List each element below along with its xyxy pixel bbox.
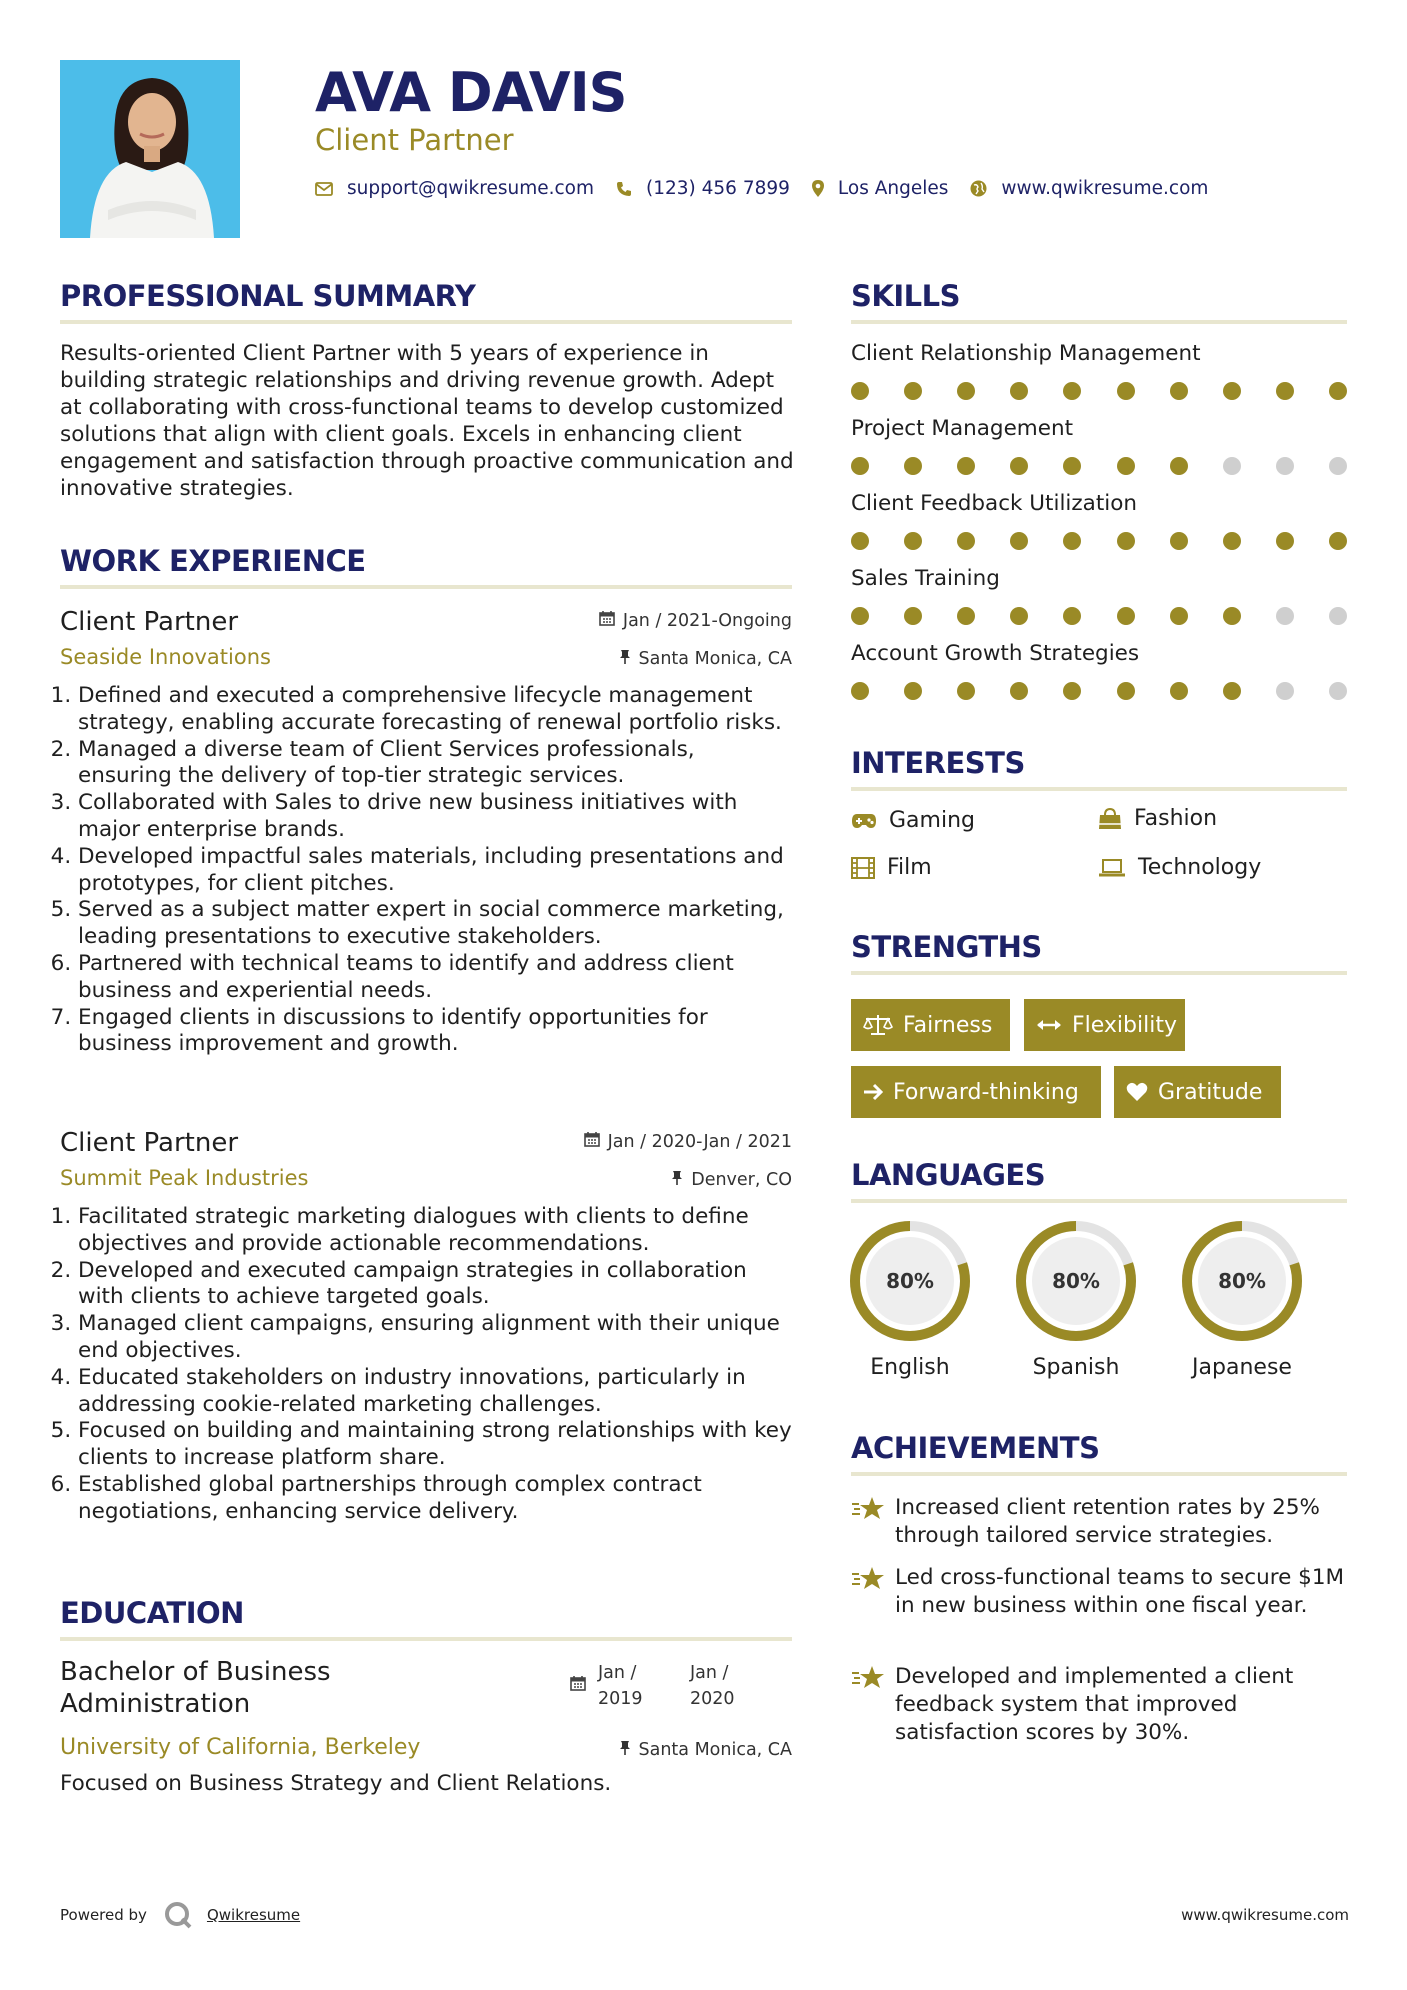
skill-item bbox=[851, 415, 1347, 490]
skill-dot-filled bbox=[1063, 607, 1081, 625]
skill-dot-filled bbox=[851, 382, 869, 400]
skill-dot-empty bbox=[1223, 457, 1241, 475]
edu-degree: Bachelor of Business Administration bbox=[60, 1657, 331, 1719]
calendar-icon bbox=[584, 1131, 600, 1152]
job-date-text: Jan / 2021-Ongoing bbox=[622, 610, 792, 631]
job-date bbox=[599, 610, 792, 631]
skill-dot-filled bbox=[1063, 382, 1081, 400]
interest-label: Film bbox=[887, 855, 932, 880]
skill-item bbox=[851, 565, 1347, 640]
achievements-divider bbox=[851, 1472, 1347, 1476]
skill-dot-filled bbox=[957, 382, 975, 400]
skill-dot-filled bbox=[1170, 457, 1188, 475]
edu-school: University of California, Berkeley bbox=[60, 1735, 421, 1760]
globe-icon bbox=[970, 180, 987, 197]
edu-end: Jan / 2020 bbox=[690, 1663, 735, 1709]
work-divider bbox=[60, 585, 792, 589]
summary-heading: PROFESSIONAL SUMMARY bbox=[60, 279, 476, 313]
skill-dot-filled bbox=[1223, 682, 1241, 700]
pushpin-icon bbox=[619, 1740, 631, 1760]
gamepad-icon bbox=[851, 813, 877, 829]
footer-powered-by bbox=[60, 1900, 300, 1930]
summary-divider bbox=[60, 320, 792, 324]
strength-label: Forward-thinking bbox=[893, 1079, 1079, 1105]
skills-list bbox=[851, 340, 1347, 715]
job-company: Seaside Innovations bbox=[60, 645, 271, 669]
education-heading: EDUCATION bbox=[60, 1596, 244, 1630]
job-bullet: 2. Managed a diverse team of Client Services professionals, ensuring the delivery of top-tier strategic services. bbox=[78, 737, 792, 791]
skill-name: Client Feedback Utilization bbox=[851, 491, 1138, 516]
skill-dot-filled bbox=[904, 607, 922, 625]
language-percent: 80% bbox=[1052, 1269, 1100, 1293]
skill-dot-filled bbox=[851, 457, 869, 475]
job-bullet: 3. Collaborated with Sales to drive new business initiatives with major enterprise brands. bbox=[78, 790, 792, 844]
envelope-icon bbox=[315, 182, 333, 196]
job-entry bbox=[60, 606, 792, 1058]
skill-rating bbox=[851, 457, 1347, 477]
powered-by-text: Powered by bbox=[60, 1906, 147, 1924]
achievement-item bbox=[851, 1663, 1347, 1747]
profile-photo bbox=[60, 60, 240, 238]
language-ring bbox=[1180, 1219, 1304, 1343]
qwikresume-link[interactable]: Qwikresume bbox=[206, 1906, 301, 1924]
job-title: Client Partner bbox=[60, 607, 239, 637]
map-marker-icon bbox=[812, 180, 824, 197]
interest-item bbox=[851, 808, 975, 833]
skill-dot-filled bbox=[1329, 382, 1347, 400]
strength-label: Gratitude bbox=[1158, 1079, 1263, 1105]
strength-badge bbox=[851, 999, 1010, 1051]
strength-badge bbox=[1114, 1066, 1281, 1118]
skill-dot-filled bbox=[1117, 682, 1135, 700]
arrow-right-icon bbox=[863, 1083, 883, 1101]
skill-dot-empty bbox=[1329, 607, 1347, 625]
skill-item bbox=[851, 340, 1347, 415]
strength-badge bbox=[851, 1066, 1101, 1118]
skill-dot-filled bbox=[1170, 682, 1188, 700]
skill-dot-filled bbox=[1223, 382, 1241, 400]
skill-dot-filled bbox=[1063, 682, 1081, 700]
job-bullet: 5. Focused on building and maintaining strong relationships with key clients to increase platform share. bbox=[78, 1418, 792, 1472]
contact-location bbox=[812, 178, 949, 199]
strengths-heading: STRENGTHS bbox=[851, 930, 1042, 964]
job-bullet: 6. Established global partnerships through complex contract negotiations, enhancing service delivery. bbox=[78, 1472, 792, 1526]
strength-label: Fairness bbox=[903, 1012, 993, 1038]
achievement-item bbox=[851, 1494, 1347, 1550]
language-item bbox=[1180, 1219, 1304, 1380]
job-bullet: 2. Developed and executed campaign strategies in collaboration with clients to achieve targeted goals. bbox=[78, 1258, 792, 1312]
skill-dot-filled bbox=[1117, 532, 1135, 550]
interest-label: Technology bbox=[1138, 855, 1262, 880]
footer-website[interactable]: www.qwikresume.com bbox=[1181, 1906, 1349, 1924]
job-location-text: Santa Monica, CA bbox=[638, 649, 792, 669]
education-entry bbox=[60, 1656, 792, 1798]
skill-dot-empty bbox=[1276, 607, 1294, 625]
skill-name: Client Relationship Management bbox=[851, 341, 1201, 366]
language-ring bbox=[848, 1219, 972, 1343]
calendar-icon bbox=[599, 610, 615, 631]
skill-dot-filled bbox=[1010, 457, 1028, 475]
job-location bbox=[619, 649, 793, 669]
email-text: support@qwikresume.com bbox=[347, 178, 594, 199]
skill-name: Project Management bbox=[851, 416, 1074, 441]
strengths-divider bbox=[851, 971, 1347, 975]
strength-label: Flexibility bbox=[1072, 1012, 1177, 1038]
skill-dot-filled bbox=[1117, 457, 1135, 475]
skill-rating bbox=[851, 382, 1347, 402]
interests-heading: INTERESTS bbox=[851, 746, 1025, 780]
job-bullet: 7. Engaged clients in discussions to identify opportunities for business improvement and growth. bbox=[78, 1005, 792, 1059]
skill-dot-empty bbox=[1276, 457, 1294, 475]
skill-dot-filled bbox=[904, 457, 922, 475]
skill-dot-filled bbox=[1063, 457, 1081, 475]
skill-dot-filled bbox=[904, 682, 922, 700]
language-name: Japanese bbox=[1192, 1355, 1292, 1380]
skill-dot-filled bbox=[851, 607, 869, 625]
skill-dot-empty bbox=[1329, 457, 1347, 475]
languages-divider bbox=[851, 1199, 1347, 1203]
skill-dot-filled bbox=[1223, 607, 1241, 625]
website-text: www.qwikresume.com bbox=[1001, 178, 1209, 199]
skill-dot-filled bbox=[1276, 382, 1294, 400]
skill-dot-filled bbox=[1170, 607, 1188, 625]
calendar-icon bbox=[570, 1660, 586, 1712]
film-icon bbox=[851, 857, 875, 879]
pushpin-icon bbox=[619, 649, 631, 669]
skill-dot-filled bbox=[1329, 532, 1347, 550]
star-award-icon bbox=[851, 1663, 895, 1747]
skill-name: Account Growth Strategies bbox=[851, 641, 1140, 666]
edu-description: Focused on Business Strategy and Client Relations. bbox=[60, 1771, 612, 1796]
skill-item bbox=[851, 640, 1347, 715]
skill-dot-filled bbox=[957, 682, 975, 700]
skill-rating bbox=[851, 682, 1347, 702]
job-bullet: 5. Served as a subject matter expert in social commerce marketing, leading presentations to executive stakeholders. bbox=[78, 897, 792, 951]
skill-name: Sales Training bbox=[851, 566, 1000, 591]
language-ring bbox=[1014, 1219, 1138, 1343]
skill-dot-filled bbox=[1010, 607, 1028, 625]
arrows-horizontal-icon bbox=[1036, 1019, 1062, 1031]
candidate-name: AVA DAVIS bbox=[315, 61, 627, 124]
edu-location-text: Santa Monica, CA bbox=[638, 1740, 792, 1760]
laptop-icon bbox=[1098, 858, 1126, 878]
work-heading: WORK EXPERIENCE bbox=[60, 544, 366, 578]
interest-item bbox=[1098, 855, 1261, 880]
job-location-text: Denver, CO bbox=[691, 1170, 792, 1190]
contact-website[interactable] bbox=[970, 178, 1208, 199]
interest-label: Fashion bbox=[1134, 806, 1218, 831]
skills-divider bbox=[851, 320, 1347, 324]
job-bullets bbox=[60, 1204, 792, 1526]
languages-heading: LANGUAGES bbox=[851, 1158, 1046, 1192]
job-bullet: 1. Facilitated strategic marketing dialogues with clients to define objectives and provide actionable recommendations. bbox=[78, 1204, 792, 1258]
job-bullet: 1. Defined and executed a comprehensive lifecycle management strategy, enabling accurate forecasting of renewal portfolio risks. bbox=[78, 683, 792, 737]
contact-phone[interactable] bbox=[616, 178, 790, 199]
interest-item bbox=[851, 855, 932, 880]
skill-dot-filled bbox=[1117, 382, 1135, 400]
job-bullet: 4. Educated stakeholders on industry innovations, particularly in addressing cookie-related marketing challenges. bbox=[78, 1365, 792, 1419]
achievement-item bbox=[851, 1564, 1347, 1620]
phone-icon bbox=[616, 181, 632, 197]
summary-text: Results-oriented Client Partner with 5 years of experience in building strategic relationships and driving revenue growth. Adept at collaborating with cross-functional teams to develop customized solutions that align with client goals. Excels in enhancing client engagement and satisfaction through proactive communication and innovative strategies. bbox=[60, 341, 794, 501]
job-bullet: 6. Partnered with technical teams to identify and address client business and experiential needs. bbox=[78, 951, 792, 1005]
skill-dot-filled bbox=[957, 532, 975, 550]
job-company: Summit Peak Industries bbox=[60, 1166, 309, 1190]
job-location bbox=[671, 1170, 792, 1190]
qwikresume-logo-icon bbox=[163, 1900, 193, 1930]
skill-dot-filled bbox=[1170, 382, 1188, 400]
skills-heading: SKILLS bbox=[851, 279, 960, 313]
achievement-text: Increased client retention rates by 25% through tailored service strategies. bbox=[895, 1495, 1320, 1548]
skill-item bbox=[851, 490, 1347, 565]
contact-email[interactable] bbox=[315, 178, 594, 199]
star-award-icon bbox=[851, 1494, 895, 1550]
skill-dot-empty bbox=[1329, 682, 1347, 700]
skill-dot-filled bbox=[1010, 382, 1028, 400]
heart-icon bbox=[1126, 1082, 1148, 1102]
skill-rating bbox=[851, 607, 1347, 627]
skill-dot-filled bbox=[1276, 532, 1294, 550]
edu-dates bbox=[570, 1660, 770, 1712]
skill-dot-filled bbox=[904, 382, 922, 400]
skill-dot-filled bbox=[1223, 532, 1241, 550]
skill-dot-filled bbox=[1117, 607, 1135, 625]
job-entry bbox=[60, 1127, 792, 1526]
contact-bar bbox=[315, 178, 1230, 199]
location-text: Los Angeles bbox=[837, 178, 949, 199]
skill-dot-filled bbox=[1010, 532, 1028, 550]
shopping-bag-icon bbox=[1098, 808, 1122, 830]
skill-dot-filled bbox=[1170, 532, 1188, 550]
language-item bbox=[1014, 1219, 1138, 1380]
skill-dot-filled bbox=[1010, 682, 1028, 700]
skill-dot-filled bbox=[957, 607, 975, 625]
language-name: English bbox=[870, 1355, 950, 1380]
interests-divider bbox=[851, 787, 1347, 791]
candidate-title: Client Partner bbox=[315, 123, 514, 157]
job-date bbox=[584, 1131, 792, 1152]
star-award-icon bbox=[851, 1564, 895, 1620]
edu-location bbox=[619, 1740, 793, 1760]
job-bullet: 4. Developed impactful sales materials, including presentations and prototypes, for client pitches. bbox=[78, 844, 792, 898]
job-title: Client Partner bbox=[60, 1128, 239, 1158]
achievements-heading: ACHIEVEMENTS bbox=[851, 1431, 1100, 1465]
edu-start: Jan / 2019 bbox=[598, 1663, 643, 1709]
achievement-text: Led cross-functional teams to secure $1M in new business within one fiscal year. bbox=[895, 1565, 1345, 1618]
job-bullets bbox=[60, 683, 792, 1058]
strength-badge bbox=[1024, 999, 1185, 1051]
balance-scale-icon bbox=[863, 1014, 893, 1036]
job-date-text: Jan / 2020-Jan / 2021 bbox=[607, 1131, 792, 1152]
skill-dot-filled bbox=[851, 532, 869, 550]
job-bullet: 3. Managed client campaigns, ensuring alignment with their unique end objectives. bbox=[78, 1311, 792, 1365]
phone-text: (123) 456 7899 bbox=[646, 178, 790, 199]
skill-dot-filled bbox=[851, 682, 869, 700]
skill-rating bbox=[851, 532, 1347, 552]
language-percent: 80% bbox=[886, 1269, 934, 1293]
language-name: Spanish bbox=[1032, 1355, 1120, 1380]
skill-dot-empty bbox=[1276, 682, 1294, 700]
skill-dot-filled bbox=[904, 532, 922, 550]
language-percent: 80% bbox=[1218, 1269, 1266, 1293]
education-divider bbox=[60, 1637, 792, 1641]
pushpin-icon bbox=[671, 1170, 683, 1190]
achievement-text: Developed and implemented a client feedback system that improved satisfaction scores by 30%. bbox=[895, 1664, 1294, 1745]
skill-dot-filled bbox=[957, 457, 975, 475]
skill-dot-filled bbox=[1063, 532, 1081, 550]
interest-item bbox=[1098, 806, 1217, 831]
language-item bbox=[848, 1219, 972, 1380]
interest-label: Gaming bbox=[889, 808, 975, 833]
